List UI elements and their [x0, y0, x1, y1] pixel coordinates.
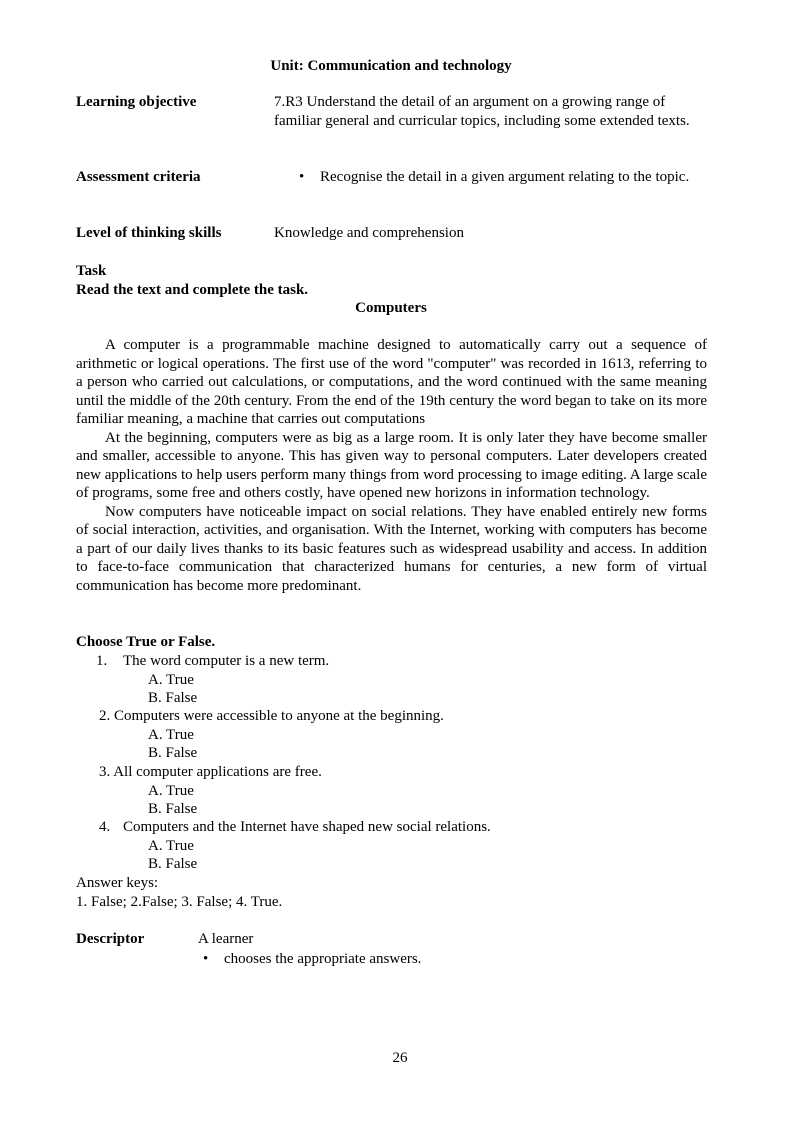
- assessment-criteria-list: [274, 168, 694, 187]
- reading-passage: [76, 336, 707, 595]
- question-number: 4.: [99, 819, 111, 835]
- option-a[interactable]: A. True: [148, 726, 194, 743]
- option-a[interactable]: A. True: [148, 671, 194, 688]
- assessment-criteria-item: • Recognise the detail in a given argument relating to the topic.: [274, 168, 694, 187]
- question-text: Computers were accessible to anyone at the beginning.: [114, 708, 444, 724]
- assessment-criteria-label: Assessment criteria: [76, 169, 201, 185]
- question-stem: [0, 652, 800, 671]
- learning-objective-value: 7.R3 Understand the detail of an argument on a growing range of familiar general and curricular topics, including some extended texts.: [274, 94, 690, 129]
- passage-paragraph: Now computers have noticeable impact on social relations. They have enabled entirely new forms of social interaction, activities, and organisation. With the Internet, working with computers has become a part of our daily lives thanks to its basic features such as widespread usability and access. In addition to face-to-face communication that characterized humans for centuries, a new form of virtual communication has become more predominant.: [76, 503, 707, 594]
- learning-objective-label: Learning objective: [76, 94, 197, 110]
- question-stem: [0, 707, 800, 726]
- descriptor-label: Descriptor: [76, 931, 145, 947]
- thinking-skills-label: Level of thinking skills: [76, 225, 222, 241]
- question-text: The word computer is a new term.: [123, 653, 330, 669]
- thinking-skills-value: Knowledge and comprehension: [274, 225, 464, 241]
- question-item: [0, 818, 800, 874]
- unit-title: Unit: Communication and technology: [270, 58, 512, 74]
- option-a[interactable]: A. True: [148, 837, 194, 854]
- passage-paragraph: At the beginning, computers were as big as a large room. It is only later they have become smaller and smaller, accessible to anyone. This has given way to personal computers. Later developers created new applications to help users perform many things from word processing to image editing. A large scale of programs, some free and others costly, have opened new horizons in information technology.: [76, 429, 707, 501]
- question-stem: [0, 818, 800, 837]
- question-number: 2.: [99, 708, 111, 724]
- questions-title: Choose True or False.: [76, 634, 216, 650]
- option-b[interactable]: B. False: [148, 690, 198, 706]
- question-item: [0, 652, 800, 708]
- answer-keys-label: Answer keys:: [76, 875, 159, 891]
- descriptor-item: • chooses the appropriate answers.: [178, 950, 578, 969]
- question-number: 1.: [96, 653, 108, 669]
- passage-paragraph: A computer is a programmable machine designed to automatically carry out a sequence of arithmetic or logical operations. The first use of the word "computer" was recorded in 1613, referring to a person who carried out calculations, or computations, and the word continued with the same meaning until the middle of the 20th century. From the end of the 19th century the word began to take on its more familiar meaning, a machine that carries out computations: [76, 337, 707, 427]
- option-b[interactable]: B. False: [148, 801, 198, 817]
- page-number: 26: [392, 1050, 408, 1066]
- question-text: All computer applications are free.: [113, 764, 322, 780]
- descriptor-value: A learner: [198, 931, 254, 947]
- answer-keys-text: 1. False; 2.False; 3. False; 4. True.: [76, 894, 283, 910]
- text-title: Computers: [355, 300, 427, 316]
- question-number: 3.: [99, 764, 111, 780]
- descriptor-list: [178, 950, 578, 969]
- question-stem: [0, 763, 800, 782]
- task-instruction: Read the text and complete the task.: [76, 282, 309, 298]
- option-a[interactable]: A. True: [148, 782, 194, 799]
- option-b[interactable]: B. False: [148, 745, 198, 761]
- question-item: [0, 707, 800, 763]
- task-label: Task: [76, 263, 107, 279]
- option-b[interactable]: B. False: [148, 856, 198, 872]
- question-text: Computers and the Internet have shaped new social relations.: [123, 819, 491, 835]
- question-item: [0, 763, 800, 819]
